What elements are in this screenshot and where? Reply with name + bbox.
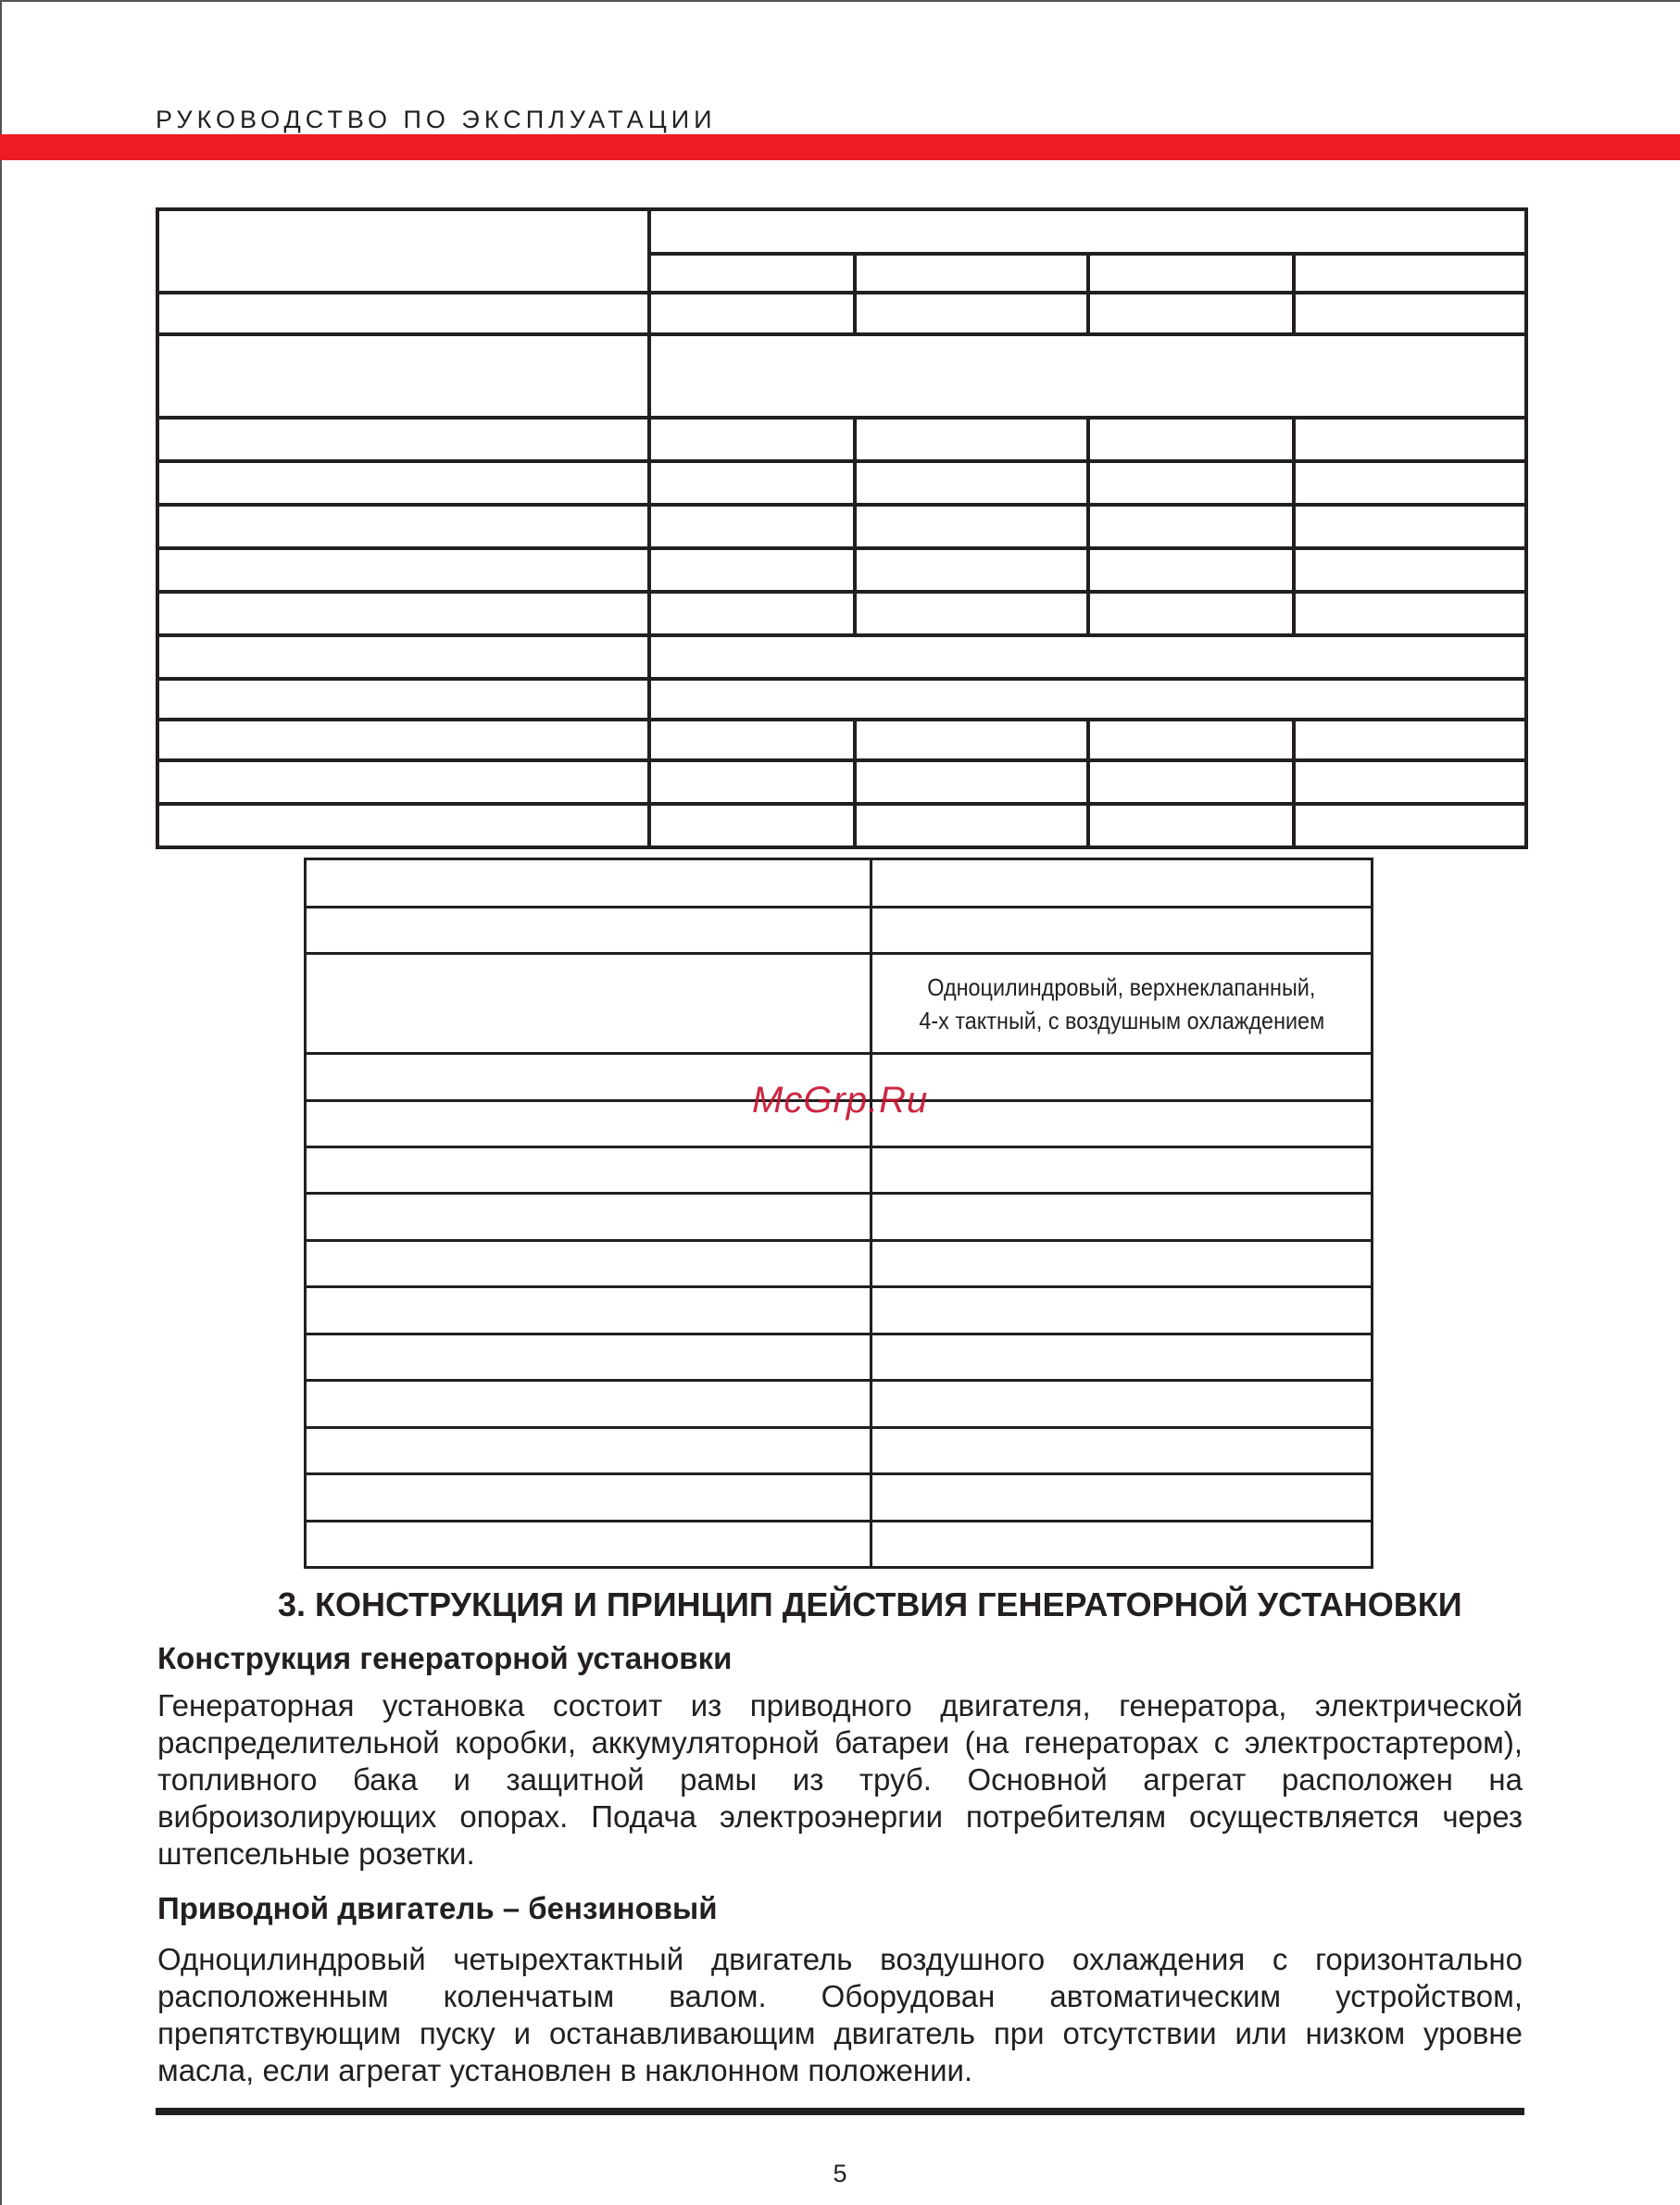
table-cell bbox=[855, 418, 1088, 461]
table-cell bbox=[157, 679, 649, 720]
table-cell bbox=[649, 635, 1526, 679]
table-row bbox=[157, 548, 1526, 592]
table-cell bbox=[157, 804, 649, 847]
table-cell bbox=[1294, 505, 1526, 548]
table-cell bbox=[1088, 505, 1294, 548]
table-cell bbox=[1088, 720, 1294, 760]
table-row bbox=[157, 760, 1526, 804]
table-cell bbox=[649, 334, 1526, 418]
table-cell bbox=[306, 1287, 871, 1334]
table-cell bbox=[855, 592, 1088, 635]
table-cell bbox=[306, 908, 871, 954]
table-row bbox=[157, 209, 1526, 254]
table-row bbox=[306, 954, 1373, 1054]
table-cell bbox=[649, 679, 1526, 720]
table-cell bbox=[871, 859, 1373, 908]
table-row bbox=[306, 1147, 1373, 1194]
table-cell bbox=[306, 1147, 871, 1194]
table-cell bbox=[855, 804, 1088, 847]
table-cell bbox=[306, 1474, 871, 1522]
footer-rule bbox=[156, 2108, 1524, 2115]
table-row bbox=[306, 859, 1373, 908]
table-row bbox=[157, 804, 1526, 847]
table-cell bbox=[1088, 804, 1294, 847]
table-cell bbox=[1294, 293, 1526, 334]
table-cell bbox=[157, 293, 649, 334]
table-row bbox=[306, 1334, 1373, 1381]
table-cell bbox=[1088, 418, 1294, 461]
table-cell bbox=[871, 1428, 1373, 1474]
table-row bbox=[306, 1474, 1373, 1522]
table-row bbox=[306, 908, 1373, 954]
subsection-title-construction: Конструкция генераторной установки bbox=[157, 1641, 733, 1675]
table-cell bbox=[649, 760, 855, 804]
paragraph-construction: Генераторная установка состоит из приводного двигателя, генератора, электрической распределительной коробки, аккумуляторной батареи (на генераторах с электростартером), топливного бака и защитной рамы из труб. Основной агрегат расположен на виброизолирующих опорах. Подача электроэнергии потребителям осуществляется через штепсельные розетки. bbox=[157, 1688, 1523, 1871]
table-row bbox=[157, 293, 1526, 334]
table-cell bbox=[157, 505, 649, 548]
table-cell bbox=[157, 592, 649, 635]
table-cell bbox=[649, 254, 855, 293]
table-cell bbox=[855, 254, 1088, 293]
table-row bbox=[157, 334, 1526, 418]
table-cell bbox=[1294, 720, 1526, 760]
table-cell bbox=[1088, 293, 1294, 334]
table-cell bbox=[157, 418, 649, 461]
table-cell bbox=[1088, 592, 1294, 635]
table-cell bbox=[306, 1428, 871, 1474]
table-cell bbox=[871, 1381, 1373, 1428]
table-cell bbox=[157, 334, 649, 418]
table-row bbox=[306, 1381, 1373, 1428]
table-cell bbox=[871, 1474, 1373, 1522]
table-cell bbox=[871, 1287, 1373, 1334]
table-cell bbox=[306, 859, 871, 908]
table-cell bbox=[871, 1241, 1373, 1287]
table-cell bbox=[157, 461, 649, 505]
engine-type-line2: 4-х тактный, с воздушным охлаждением bbox=[919, 1006, 1324, 1034]
table-row bbox=[306, 1522, 1373, 1568]
table-cell bbox=[157, 760, 649, 804]
table-cell bbox=[871, 1147, 1373, 1194]
table-cell bbox=[306, 1241, 871, 1287]
generator-spec-table bbox=[156, 207, 1528, 849]
engine-spec-table bbox=[304, 858, 1373, 1569]
table-cell bbox=[871, 1101, 1373, 1147]
table-cell bbox=[649, 418, 855, 461]
table-cell bbox=[649, 804, 855, 847]
table-cell bbox=[306, 1194, 871, 1241]
table-cell bbox=[1294, 760, 1526, 804]
table-cell bbox=[855, 760, 1088, 804]
table-row bbox=[157, 679, 1526, 720]
table-cell bbox=[1294, 592, 1526, 635]
table-cell bbox=[649, 461, 855, 505]
section-heading: 3. КОНСТРУКЦИЯ И ПРИНЦИП ДЕЙСТВИЯ ГЕНЕРАТОРНОЙ УСТАНОВКИ bbox=[278, 1585, 1462, 1623]
engine-type-cell bbox=[871, 954, 1373, 1054]
table-cell bbox=[649, 209, 1526, 254]
table-cell bbox=[855, 720, 1088, 760]
table-cell bbox=[871, 1054, 1373, 1101]
table-cell bbox=[306, 1522, 871, 1568]
table-row bbox=[306, 1428, 1373, 1474]
table-cell bbox=[649, 592, 855, 635]
table-cell bbox=[855, 505, 1088, 548]
table-cell bbox=[157, 720, 649, 760]
table-cell bbox=[306, 954, 871, 1054]
table-cell bbox=[1088, 548, 1294, 592]
engine-type-line1: Одноцилиндровый, верхнеклапанный, bbox=[927, 972, 1316, 1001]
table-row bbox=[157, 461, 1526, 505]
table-row bbox=[306, 1287, 1373, 1334]
table-cell bbox=[871, 1334, 1373, 1381]
table-cell bbox=[871, 1194, 1373, 1241]
subsection-title-engine: Приводной двигатель – бензиновый bbox=[157, 1891, 718, 1925]
table-row bbox=[306, 1194, 1373, 1241]
table-cell bbox=[1088, 461, 1294, 505]
table-cell bbox=[649, 720, 855, 760]
table-cell bbox=[855, 548, 1088, 592]
header-red-band bbox=[0, 134, 1680, 160]
table-cell bbox=[871, 1522, 1373, 1568]
page-number: 5 bbox=[833, 2160, 847, 2187]
table-row bbox=[157, 592, 1526, 635]
table-row bbox=[157, 418, 1526, 461]
table-cell bbox=[649, 548, 855, 592]
table-cell bbox=[157, 209, 649, 293]
watermark: McGrp.Ru bbox=[752, 1080, 929, 1121]
table-cell bbox=[1088, 760, 1294, 804]
table-cell bbox=[1294, 254, 1526, 293]
table-cell bbox=[855, 293, 1088, 334]
table-cell bbox=[1294, 804, 1526, 847]
running-header: РУКОВОДСТВО ПО ЭКСПЛУАТАЦИИ bbox=[156, 106, 717, 133]
table-row bbox=[157, 720, 1526, 760]
table-row bbox=[157, 635, 1526, 679]
table-cell bbox=[1294, 548, 1526, 592]
table-cell bbox=[306, 1334, 871, 1381]
table-cell bbox=[649, 505, 855, 548]
table-cell bbox=[871, 908, 1373, 954]
table-cell bbox=[157, 635, 649, 679]
table-cell bbox=[157, 548, 649, 592]
table-cell bbox=[855, 461, 1088, 505]
paragraph-engine: Одноцилиндровый четырехтактный двигатель воздушного охлаждения с горизонтально расположенным коленчатым валом. Оборудован автоматическим устройством, препятствующим пуску и останавливающим двигатель при отсутствии или низком уровне масла, если агрегат установлен в наклонном положении. bbox=[157, 1942, 1523, 2087]
table-cell bbox=[1088, 254, 1294, 293]
table-cell bbox=[649, 293, 855, 334]
table-row bbox=[306, 1241, 1373, 1287]
table-row bbox=[157, 505, 1526, 548]
table-cell bbox=[1294, 461, 1526, 505]
table-cell bbox=[306, 1381, 871, 1428]
table-cell bbox=[1294, 418, 1526, 461]
